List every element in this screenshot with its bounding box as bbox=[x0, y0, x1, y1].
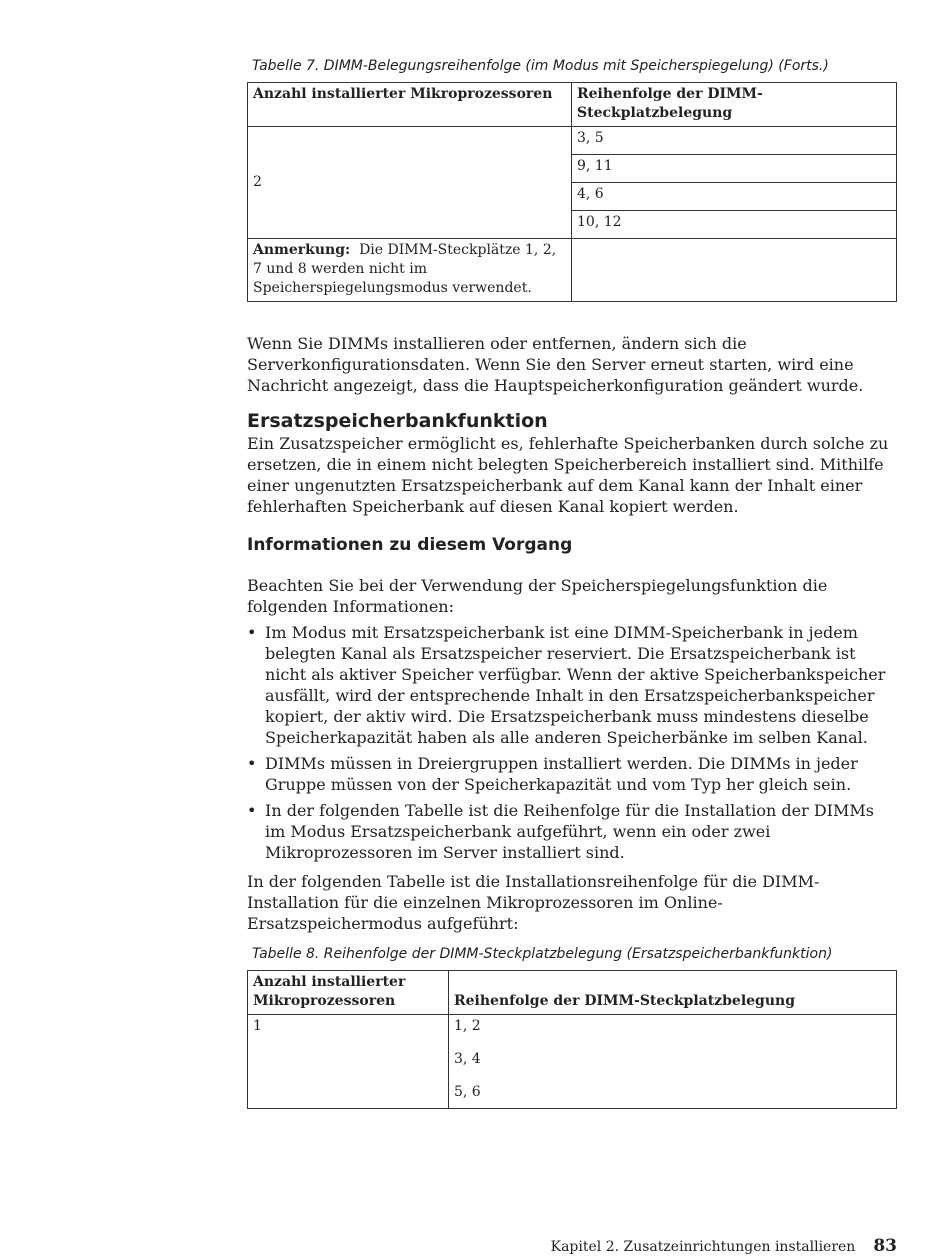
list-item-text: Im Modus mit Ersatzspeicherbank ist eine DIMM-Speicherbank in jedem belegten Kanal als Ersatzspeicher reserviert. Die Ersatzspeicherbank ist nicht als aktiver Speicher verfügbar. Wenn der aktive Speicherbankspeicher ausfällt, wird der entsprechende Inhalt in den Ersatzspeicherbankspeicher kopiert, der aktiv wird. Die Ersatzspeicherbank muss mindestens dieselbe Speicherkapazität haben als alle anderen Speicherbänke im selben Kanal. bbox=[265, 623, 886, 747]
bullet-list bbox=[247, 622, 897, 863]
table7-caption: Tabelle 7. DIMM-Belegungsreihenfolge (im Modus mit Speicherspiegelung) (Forts.) bbox=[252, 58, 829, 74]
list-item bbox=[247, 800, 897, 863]
table8-slot-line: 3, 4 bbox=[454, 1051, 481, 1067]
note-text: Die DIMM-Steckplätze 1, 2, 7 und 8 werden nicht im Speicherspiegelungsmodus verwendet. bbox=[253, 242, 557, 296]
table7-header-processors: Anzahl installierter Mikroprozessoren bbox=[248, 83, 572, 127]
table7-header-slot-order: Reihenfolge der DIMM-Steckplatzbelegung bbox=[572, 83, 897, 127]
table-header-row bbox=[248, 83, 897, 127]
table8-caption: Tabelle 8. Reihenfolge der DIMM-Steckplatzbelegung (Ersatzspeicherbankfunktion) bbox=[252, 946, 833, 962]
table7 bbox=[247, 82, 897, 302]
table8-slot-line: 5, 6 bbox=[454, 1084, 481, 1100]
bullet-icon: • bbox=[247, 754, 257, 773]
list-item-text: DIMMs müssen in Dreiergruppen installiert werden. Die DIMMs in jeder Gruppe müssen von der Speicherkapazität und vom Typ her gleich sein. bbox=[265, 754, 858, 794]
table7-empty-cell bbox=[572, 239, 897, 302]
note-label: Anmerkung: bbox=[253, 242, 351, 258]
bullet-icon: • bbox=[247, 623, 257, 642]
table7-slot-cell: 3, 5 bbox=[572, 127, 897, 155]
table-header-row bbox=[248, 971, 897, 1015]
page-number: 83 bbox=[873, 1236, 897, 1256]
page-footer bbox=[0, 1236, 897, 1257]
install-paragraph: Wenn Sie DIMMs installieren oder entfernen, ändern sich die Serverkonfigurationsdaten. Wenn Sie den Server erneut starten, wird eine Nachricht angezeigt, dass die Hauptspeicherkonfiguration geändert wurde. bbox=[247, 334, 864, 395]
page-content bbox=[247, 58, 897, 1109]
table7-slot-cell: 9, 11 bbox=[572, 155, 897, 183]
list-item bbox=[247, 622, 897, 748]
table7-slot-cell: 4, 6 bbox=[572, 183, 897, 211]
section-paragraph: Ein Zusatzspeicher ermöglicht es, fehlerhafte Speicherbanken durch solche zu ersetzen, die in einem nicht belegten Speicherbereich installiert sind. Mithilfe einer ungenutzten Ersatzspeicherbank auf dem Kanal kann der Inhalt einer fehlerhaften Speicherbank auf diesen Kanal kopiert werden. bbox=[247, 434, 889, 516]
table-row bbox=[248, 239, 897, 302]
table8-header-processors: Anzahl installierter Mikroprozessoren bbox=[248, 971, 449, 1015]
bullet-icon: • bbox=[247, 801, 257, 820]
table8-processor-count: 1 bbox=[248, 1015, 449, 1109]
table8 bbox=[247, 970, 897, 1109]
footer-chapter: Kapitel 2. Zusatzeinrichtungen installieren bbox=[550, 1239, 856, 1255]
table7-note bbox=[248, 239, 572, 302]
list-item bbox=[247, 753, 897, 795]
table8-slot-line: 1, 2 bbox=[454, 1018, 481, 1034]
table8-header-slot-order: Reihenfolge der DIMM-Steckplatzbelegung bbox=[449, 971, 897, 1015]
intro-paragraph: Beachten Sie bei der Verwendung der Speicherspiegelungsfunktion die folgenden Informationen: bbox=[247, 576, 828, 616]
table8-intro: In der folgenden Tabelle ist die Installationsreihenfolge für die DIMM-Installation für die einzelnen Mikroprozessoren im Online-Ersatzspeichermodus aufgeführt: bbox=[247, 872, 820, 933]
section-title: Ersatzspeicherbankfunktion bbox=[247, 410, 548, 432]
table7-processor-count: 2 bbox=[248, 127, 572, 239]
table8-slot-cell bbox=[449, 1015, 897, 1109]
table7-slot-cell: 10, 12 bbox=[572, 211, 897, 239]
list-item-text: In der folgenden Tabelle ist die Reihenfolge für die Installation der DIMMs im Modus Ersatzspeicherbank aufgeführt, wenn ein oder zwei Mikroprozessoren im Server installiert sind. bbox=[265, 801, 874, 862]
subsection-title: Informationen zu diesem Vorgang bbox=[247, 535, 573, 555]
table-row bbox=[248, 127, 897, 155]
table-row bbox=[248, 1015, 897, 1109]
